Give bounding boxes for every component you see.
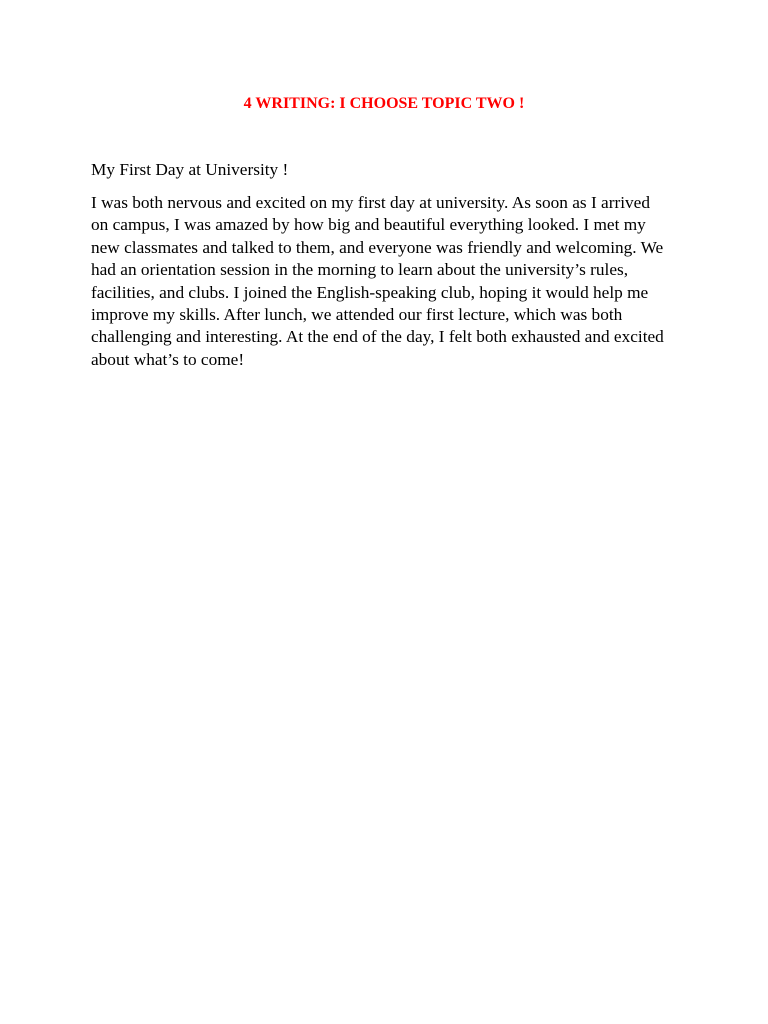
paragraph-line: about what’s to come! xyxy=(91,349,245,369)
paragraph-line: improve my skills. After lunch, we attended our first lecture, which was both xyxy=(91,305,623,325)
paragraph-line: challenging and interesting. At the end of the day, I felt both exhausted and excited xyxy=(91,327,664,347)
paragraph-line: on campus, I was amazed by how big and beautiful everything looked. I met my xyxy=(91,215,646,235)
section-heading: 4 WRITING: I CHOOSE TOPIC TWO ! xyxy=(243,95,525,112)
paragraph-line: had an orientation session in the morning to learn about the university’s rules, xyxy=(91,260,629,280)
paragraph-line: facilities, and clubs. I joined the English-speaking club, hoping it would help me xyxy=(91,282,649,302)
essay-title: My First Day at University ! xyxy=(91,160,289,179)
essay-paragraph xyxy=(91,192,681,371)
paragraph-line: I was both nervous and excited on my first day at university. As soon as I arrived xyxy=(91,193,650,212)
paragraph-line: new classmates and talked to them, and everyone was friendly and welcoming. We xyxy=(91,237,664,257)
